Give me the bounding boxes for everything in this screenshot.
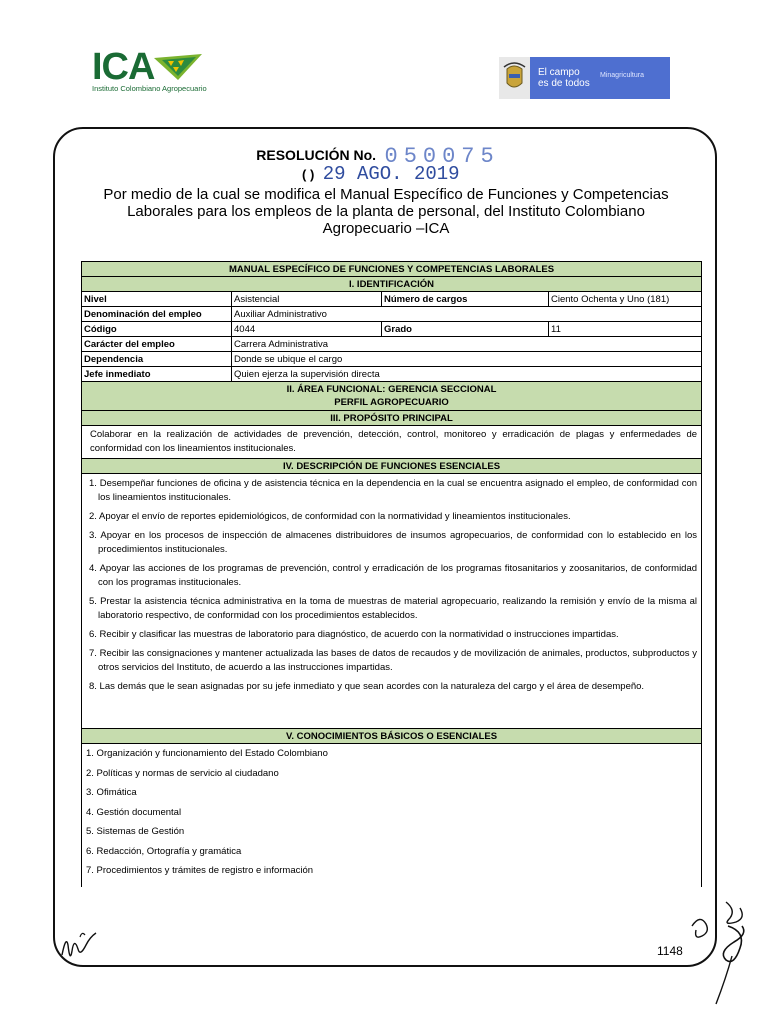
- cargos-value: Ciento Ochenta y Uno (181): [549, 292, 702, 307]
- knowledge-item: 3. Ofimática: [86, 787, 137, 798]
- knowledge-list: [82, 744, 702, 887]
- colombia-shield-icon: [499, 57, 530, 99]
- caracter-label: Carácter del empleo: [82, 337, 232, 352]
- grado-value: 11: [549, 322, 702, 337]
- section-header-row: [82, 411, 702, 426]
- nivel-label: Nivel: [82, 292, 232, 307]
- table-row: [82, 426, 702, 459]
- ica-logo-word: ICA: [92, 46, 155, 88]
- function-item: 1. Desempeñar funciones de oficina y de asistencia técnica en la dependencia en la cual se encuentra asignado el empleo, de conformidad con los lineamientos institucionales.: [89, 478, 698, 503]
- section-conocimientos: V. CONOCIMIENTOS BÁSICOS O ESENCIALES: [82, 729, 702, 744]
- table-row: [82, 744, 702, 887]
- section-identificacion: I. IDENTIFICACIÓN: [82, 277, 702, 292]
- gov-ministry: Minagricultura: [600, 72, 644, 79]
- section-header-row: [82, 382, 702, 411]
- area-funcional-line1: II. ÁREA FUNCIONAL: GERENCIA SECCIONAL: [286, 384, 497, 395]
- knowledge-item: 1. Organización y funcionamiento del Estado Colombiano: [86, 748, 328, 759]
- ica-logo-subtitle: Instituto Colombiano Agropecuario: [92, 84, 207, 93]
- knowledge-item: 2. Políticas y normas de servicio al ciudadano: [86, 767, 279, 779]
- jefe-value: Quien ejerza la supervisión directa: [232, 367, 702, 382]
- ica-leaf-icon: [152, 52, 204, 82]
- function-item: 5. Prestar la asistencia técnica administrativa en la toma de muestras de material agropecuario, realizando la remisión y envío de la misma al laboratorio respectivo, de conformidad con los procedimientos establecidos.: [89, 596, 698, 621]
- section-header-row: [82, 277, 702, 292]
- table-title: MANUAL ESPECÍFICO DE FUNCIONES Y COMPETENCIAS LABORALES: [82, 262, 702, 277]
- purpose-text: Colaborar en la realización de actividades de prevención, detección, control, monitoreo y erradicación de plagas y enfermedades de conformidad con los lineamientos institucionales.: [82, 426, 702, 459]
- date-stamp: 29 AGO. 2019: [322, 163, 460, 185]
- government-band: [530, 57, 670, 99]
- function-item: 4. Apoyar las acciones de los programas de prevención, control y erradicación de los programas fitosanitarios y zoosanitarios, de conformidad con los programas institucionales.: [89, 563, 698, 588]
- signature-initials-left: [58, 915, 100, 965]
- denominacion-value: Auxiliar Administrativo: [232, 307, 702, 322]
- date-parentheses: ( ): [302, 167, 315, 182]
- resolution-subject: Por medio de la cual se modifica el Manual Específico de Funciones y Competencias Laborales para los empleos de la planta de personal, del Instituto Colombiano Agropecuario –ICA: [103, 186, 669, 237]
- table-row: [82, 337, 702, 352]
- functions-list: [82, 474, 702, 729]
- nivel-value: Asistencial: [232, 292, 382, 307]
- function-item: 8. Las demás que le sean asignadas por su jefe inmediato y que sean acordes con la naturaleza del cargo y el área de desempeño.: [89, 681, 645, 692]
- dependencia-label: Dependencia: [82, 352, 232, 367]
- area-funcional-line2: PERFIL AGROPECUARIO: [334, 397, 449, 408]
- table-row: [82, 474, 702, 729]
- denominacion-label: Denominación del empleo: [82, 307, 232, 322]
- table-row: [82, 292, 702, 307]
- page-number: 1148: [657, 944, 683, 958]
- codigo-value: 4044: [232, 322, 382, 337]
- ica-logo: [92, 48, 212, 94]
- table-row: [82, 352, 702, 367]
- table-row: [82, 322, 702, 337]
- grado-label: Grado: [382, 322, 549, 337]
- table-row: [82, 307, 702, 322]
- dependencia-value: Donde se ubique el cargo: [232, 352, 702, 367]
- functions-manual-table: [81, 261, 702, 887]
- function-item: 2. Apoyar el envío de reportes epidemiológicos, de conformidad con la normatividad y lineamientos institucionales.: [89, 511, 571, 522]
- gov-slogan-line2: es de todos: [538, 78, 590, 89]
- knowledge-item: 6. Redacción, Ortografía y gramática: [86, 845, 242, 857]
- section-header-row: [82, 729, 702, 744]
- section-header-row: [82, 459, 702, 474]
- cargos-label: Número de cargos: [382, 292, 549, 307]
- caracter-value: Carrera Administrativa: [232, 337, 702, 352]
- table-title-row: [82, 262, 702, 277]
- knowledge-item: 4. Gestión documental: [86, 806, 182, 818]
- function-item: 3. Apoyar en los procesos de inspección de almacenes distribuidores de insumos agropecuarios, de conformidad con lo establecido en los procedimientos institucionales.: [89, 530, 698, 555]
- knowledge-item: 7. Procedimientos y trámites de registro e información: [86, 865, 314, 876]
- function-item: 7. Recibir las consignaciones y mantener actualizada las bases de datos de recaudos y de movilización de animales, productos, subproductos y otros servicios del Instituto, de acuerdo a las instrucciones impartidas.: [89, 648, 698, 673]
- government-logo: [499, 57, 670, 99]
- section-proposito: III. PROPÓSITO PRINCIPAL: [82, 411, 702, 426]
- signature-right: [686, 896, 756, 1008]
- gov-slogan-line1: El campo: [538, 67, 580, 78]
- resolution-date: [302, 163, 460, 185]
- section-area-funcional: [82, 382, 702, 411]
- table-row: [82, 367, 702, 382]
- resolution-number-stamp: 050075: [384, 144, 500, 169]
- codigo-label: Código: [82, 322, 232, 337]
- jefe-label: Jefe inmediato: [82, 367, 232, 382]
- function-item: 6. Recibir y clasificar las muestras de laboratorio para diagnóstico, de acuerdo con la normatividad o instrucciones impartidas.: [89, 629, 619, 640]
- section-funciones: IV. DESCRIPCIÓN DE FUNCIONES ESENCIALES: [82, 459, 702, 474]
- resolution-label: RESOLUCIÓN No.: [256, 147, 377, 163]
- knowledge-item: 5. Sistemas de Gestión: [86, 826, 185, 837]
